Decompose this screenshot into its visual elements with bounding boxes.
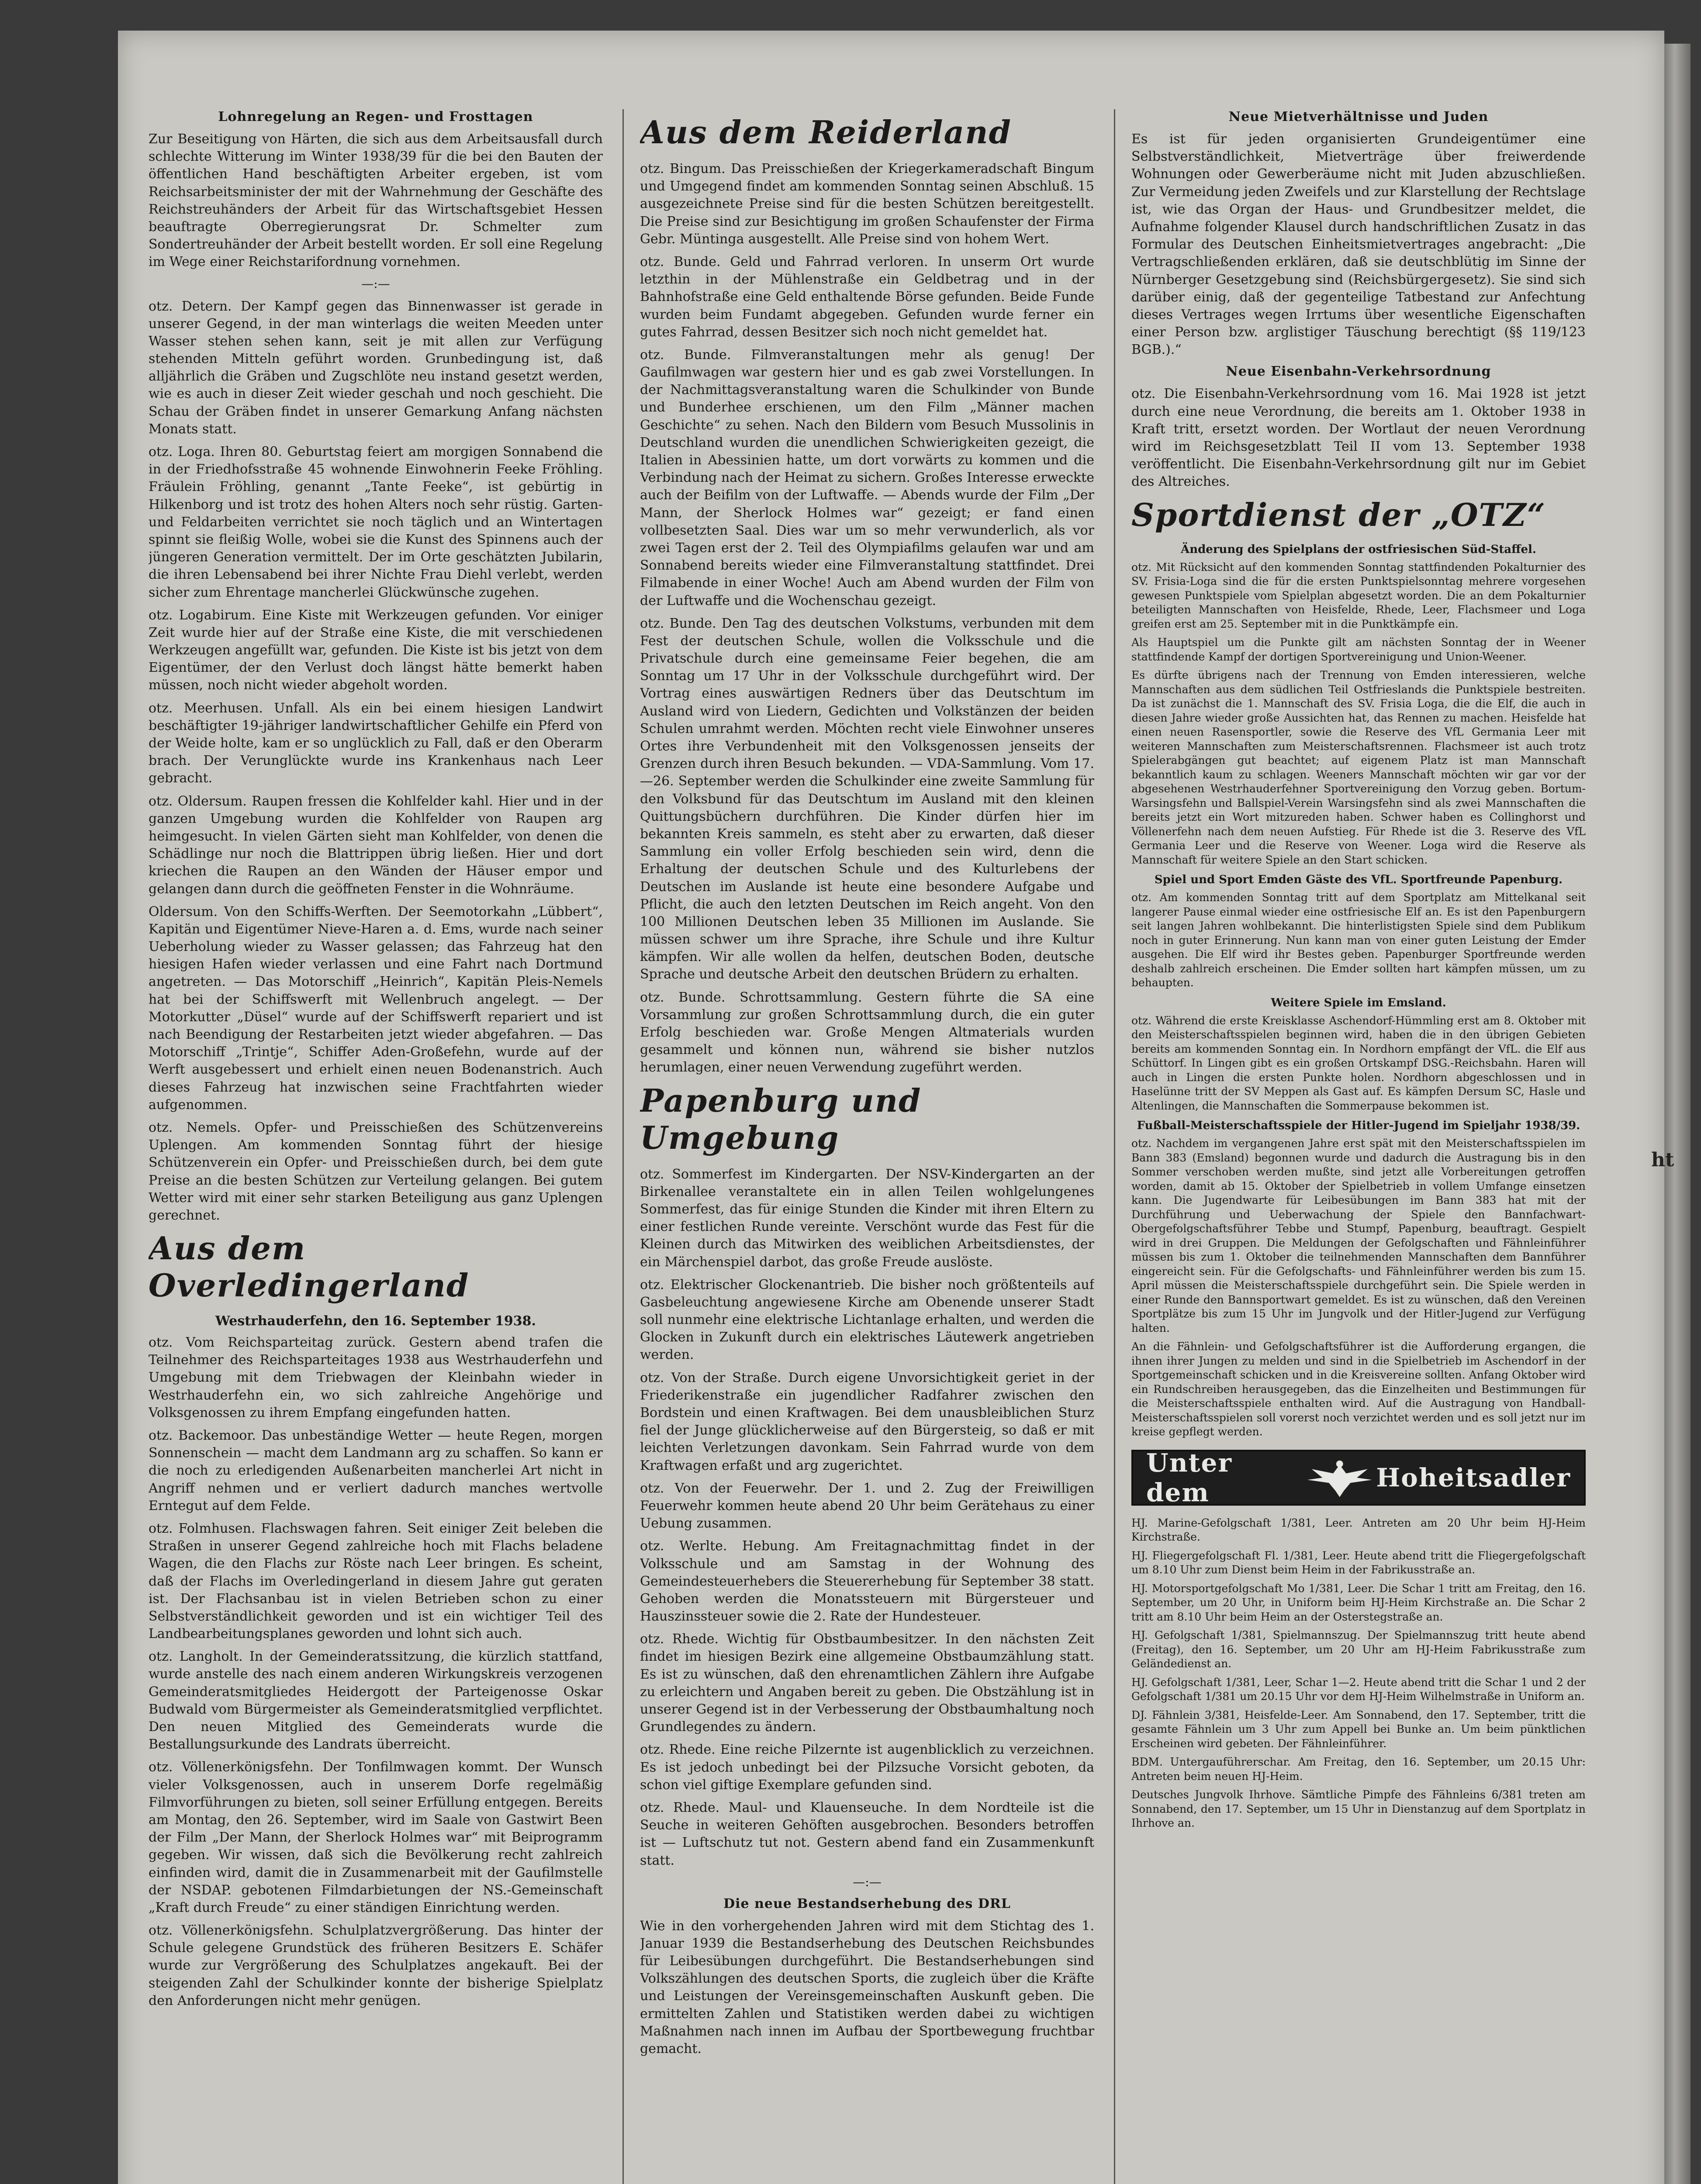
notice-paragraph: HJ. Marine-Gefolgschaft 1/381, Leer. Antreten am 20 Uhr beim HJ-Heim Kirchstraße. (1131, 1516, 1586, 1544)
article-paragraph: Es dürfte übrigens nach der Trennung von Emden interessieren, welche Mannschaften aus dem südlichen Teil Ostfrieslands die Punktspiele bestreiten. Da ist zunächst die 1. Mannschaft des SV. Frisia Loga, die die Elf, die auch in diesen Jahre wieder große Aussichten hat, das Rennen zu machen. Heisfelde hat einen neuen Rasensportler, sowie die Reserve des VfL Germania Leer mit weiteren Mannschaften zum Meisterschaftsrennen. Flachsmeer ist auch trotz Spielerabgängen gut beachtet; auf eigenem Platz ist man Mannschaft bekanntlich kaum zu schlagen. Weeners Mannschaft möchten wir gar vor der abgesehenen Westrhauderfehner Sportvereinigung den Vorzug geben. Bortum-Warsingsfehn und Ballspiel-Verein Warsingsfehn sind als zwei Mannschaften die bereits jetzt ein Wort mitzureden haben. Schwer haben es Collinghorst und Völlenerfehn nach dem neuen Aufstieg. Für Rhede ist die 3. Reserve des VfL Germania Leer und die Reserve von Weener. Loga wird die Reserve als Mannschaft für weitere Spiele an den Start schicken. (1131, 669, 1586, 866)
article-paragraph: otz. Bunde. Filmveranstaltungen mehr als genug! Der Gaufilmwagen war gestern hier und es gab zwei Vorstellungen. In der Nachmittagsveranstaltung waren die Schulkinder von Bunde und Bunderhee erschienen, um den Film „Männer machen Geschichte“ zu sehen. Nach den Bildern vom Besuch Mussolinis in Deutschland wurden die unendlichen Schwierigkeiten gezeigt, die Italien in Abessinien hatte, um dort vorwärts zu kommen und die Verbindung nach der Heimat zu sichern. Großes Interesse erweckte auch der Beifilm von der Luftwaffe. — Abends wurde der Film „Der Mann, der Sherlock Holmes war“ gezeigt; er fand einen vollbesetzten Saal. Dies war um so mehr verwunderlich, als vor zwei Tagen erst der 2. Teil des Olympiafilms gelaufen war und am Sonnabend bereits wieder eine Filmveranstaltung stattfindet. Drei Filmabende in einer Woche! Auch am Abend wurden der Film von der Luftwaffe und die Wochenschau gezeigt. (640, 347, 1094, 608)
article-heading: Die neue Bestandserhebung des DRL (723, 1896, 1011, 1911)
article-paragraph: Zur Beseitigung von Härten, die sich aus dem Arbeitsausfall durch schlechte Witterung im Winter 1938/39 für die bei den Bauten der öffentlichen Hand beschäftigten Arbeiter ergeben, ist vom Reichsarbeitsminister der mit der Wahrnehmung der Geschäfte des Reichstreuhänders der Arbeit für das Wirtschaftsgebiet Hessen beauftragte Oberregierungsrat Dr. Schmelter zum Sondertreuhänder der Arbeit bestellt worden. Er soll eine Regelung im Wege einer Reichstarifordnung vornehmen. (149, 131, 603, 270)
article-heading: Neue Eisenbahn-Verkehrsordnung (1226, 364, 1491, 380)
column-1 (149, 109, 603, 2184)
article-paragraph: otz. Während die erste Kreisklasse Aschendorf-Hümmling erst am 8. Oktober mit den Meisterschaftsspielen beginnen wird, haben die in den übrigen Gebieten bereits am kommenden Sonntag ein. In Nordhorn empfängt der VfL. die Elf aus Schüttorf. In Lingen gibt es ein großen Ortskampf DSG.-Reichsbahn. Haren will auch in Lingen die ersten Punkte holen. Nordhorn abgeschlossen und in Haselünne tritt der SV Meppen als Gast auf. Es kämpfen Dersum SC, Hasle und Altenlingen, die Mannschaften die Sommerpause bekommen ist. (1131, 1014, 1586, 1112)
eagle-icon (1303, 1456, 1376, 1500)
separator: —:— (361, 276, 390, 291)
article-paragraph: An die Fähnlein- und Gefolgschaftsführer ist die Aufforderung ergangen, die ihnen ihrer Jungen zu melden und sind in die Spielbetrieb im Aschendorf in der Sportgemeinschaft schicken und in die Kreisvereine sollten. Anfang Oktober wird ein Rundschreiben herausgegeben, das die Einzelheiten und Bestimmungen für die Meisterschaftsspiele enthalten wird. Auf die Austragung von Handball-Meisterschaftsspielen soll vorerst noch verzichtet werden und es soll jetzt nur im kreise gepflegt werden. (1131, 1340, 1586, 1438)
notice-paragraph: Deutsches Jungvolk Ihrhove. Sämtliche Pimpfe des Fähnleins 6/381 treten am Sonnabend, den 17. September, um 15 Uhr in Dienstanzug auf dem Sportplatz in Ihrhove an. (1131, 1788, 1586, 1830)
banner-title-right: Hoheitsadler (1376, 1462, 1571, 1493)
article-paragraph: otz. Vom Reichsparteitag zurück. Gestern abend trafen die Teilnehmer des Reichsparteitages 1938 aus Westrhauderfehn und Umgebung mit dem Triebwagen der Kleinbahn wieder in Westrhauderfehn ein, wo sich zahlreiche Angehörige und Volksgenossen zu ihrem Empfang eingefunden hatten. (149, 1335, 603, 1420)
article-paragraph: otz. Logabirum. Eine Kiste mit Werkzeugen gefunden. Vor einiger Zeit wurde hier auf der Straße eine Kiste, die mit verschiedenen Werkzeugen angefüllt war, gefunden. Die Kiste ist bis jetzt von dem Eigentümer, der den Verlust doch längst hätte bemerkt haben müssen, noch nicht wieder abgeholt worden. (149, 607, 603, 693)
article-paragraph: otz. Langholt. In der Gemeinderatssitzung, die kürzlich stattfand, wurde anstelle des nach einem anderen Wirkungskreis verzogenen Gemeinderatsmitgliedes Heidergott der Parteigenosse Oskar Budwald vom Bürgermeister als Gemeinderatsmitglied verpflichtet. Den neuen Mitglied des Gemeinderats wurde die Bestallungsurkunde des Landrats überreicht. (149, 1649, 603, 1752)
section-heading: Aus dem Reiderland (640, 114, 1012, 151)
article-heading: Lohnregelung an Regen- und Frosttagen (218, 109, 533, 124)
article-paragraph: otz. Meerhusen. Unfall. Als ein bei einem hiesigen Landwirt beschäftigter 19-jähriger landwirtschaftlicher Gehilfe ein Pferd von der Weide holte, kam er so unglücklich zu Fall, daß er den Oberarm brach. Der Verunglückte wurde ins Krankenhaus nach Leer gebracht. (149, 700, 603, 786)
notice-paragraph: DJ. Fähnlein 3/381, Heisfelde-Leer. Am Sonnabend, den 17. September, tritt die gesamte Fähnlein um 3 Uhr zum Appell bei Bunke an. Um beim pünktlichen Erscheinen wird gebeten. Der Fähnleinführer. (1131, 1708, 1586, 1750)
article-paragraph: otz. Von der Feuerwehr. Der 1. und 2. Zug der Freiwilligen Feuerwehr kommen heute abend 20 Uhr beim Gerätehaus zu einer Uebung zusammen. (640, 1480, 1094, 1531)
article-paragraph: otz. Von der Straße. Durch eigene Unvorsichtigkeit geriet in der Friederikenstraße ein jugendlicher Radfahrer zwischen den Bordstein und einen Kraftwagen. Bei dem unausbleiblichen Sturz fiel der Junge glücklicherweise auf den Bürgersteig, so daß er mit leichten Verletzungen davonkam. Sein Fahrrad wurde von dem Kraftwagen erfaßt und arg zugerichtet. (640, 1370, 1094, 1473)
article-paragraph: Es ist für jeden organisierten Grundeigentümer eine Selbstverständlichkeit, Mietverträge über freiwerdende Wohnungen oder Gewerberäume nicht mit Juden abzuschließen. Zur Vermeidung jeden Zweifels und zur Klarstellung der Rechtslage ist, wie das Organ der Haus- und Grundbesitzer meldet, die Aufnahme folgender Klausel durch handschriftlichen Zusatz in das Formular des Deutschen Einheitsmietvertrages angebracht: „Die Vertragschließenden erklären, daß sie deutschblütig im Sinne der Nürnberger Gesetzgebung sind (Reichsbürgergesetz). Sie sind sich darüber einig, daß der gegenteilige Tatbestand zur Anfechtung dieses Vertrages wegen Irrtums über wesentliche Eigenschaften einer Person bzw. arglistiger Täuschung berechtigt (§§ 119/123 BGB.).“ (1131, 131, 1586, 358)
article-paragraph: otz. Backemoor. Das unbeständige Wetter — heute Regen, morgen Sonnenschein — macht dem Landmann arg zu schaffen. So kann er die noch zu erledigenden Außenarbeiten mancherlei Art nicht in Angriff nehmen und er verliert dadurch manches wertvolle Erntegut auf dem Felde. (149, 1428, 603, 1514)
article-paragraph: otz. Oldersum. Raupen fressen die Kohlfelder kahl. Hier und in der ganzen Umgebung wurden die Kohlfelder von Raupen arg heimgesucht. In vielen Gärten sieht man Kohlfelder, von denen die Schädlinge nur noch die Blattrippen übrig ließen. Hier und dort kriechen die Raupen an den Wänden der Häuser empor und gelangen dann durch die geöffneten Fenster in die Wohnräume. (149, 793, 603, 897)
article-paragraph: otz. Bunde. Den Tag des deutschen Volkstums, verbunden mit dem Fest der deutschen Schule, wollen die Volksschule und die Privatschule durch eine gemeinsame Feier begehen, die am Sonntag um 17 Uhr in der Volksschule durchgeführt wird. Der Vortrag eines auswärtigen Redners über das Deutschtum im Ausland wird von Liedern, Gedichten und Volkstänzen der beiden Schulen umrahmt werden. Möchten recht viele Einwohner unseres Ortes ihre Verbundenheit mit den Volksgenossen jenseits der Grenzen durch ihren Besuch bekunden. — VDA-Sammlung. Vom 17.—26. September werden die Schulkinder eine zweite Sammlung für den Volksbund für das Deutschtum im Ausland mit den kleinen Quittungsbüchern durchführen. Die Kinder dürfen hier im bekannten Kreis sammeln, es steht aber zu erwarten, daß dieser Sammlung ein voller Erfolg beschieden sein wird, denn die Erhaltung der deutschen Schule und des Kulturlebens der Deutschen im Auslande ist heute eine besondere Aufgabe und Pflicht, die auch den letzten Deutschen im Reich angeht. Von den 100 Millionen Deutschen leben 35 Millionen im Auslande. Sie müssen schwer um ihre Sprache, ihre Schule und ihre Kultur kämpfen. Wir alle wollen da helfen, deutschen Boden, deutsche Sprache und deutsche Arbeit den deutschen Brüdern zu erhalten. (640, 615, 1094, 982)
article-paragraph: otz. Rhede. Eine reiche Pilzernte ist augenblicklich zu verzeichnen. Es ist jedoch unbedingt bei der Pilzsuche Vorsicht geboten, da schon viel giftige Exemplare gefunden sind. (640, 1742, 1094, 1793)
margin-fragment: ht (1651, 1149, 1674, 1171)
article-paragraph: otz. Völlenerkönigsfehn. Der Tonfilmwagen kommt. Der Wunsch vieler Volksgenossen, auch in unserem Dorfe regelmäßig Filmvorführungen zu bieten, soll seiner Erfüllung entgegen. Bereits am Montag, den 26. September, wird im Saale von Gastwirt Been der Film „Der Mann, der Sherlock Holmes war“ mit Beiprogramm gegeben. Wir wissen, daß sich die Bevölkerung recht zahlreich einfinden wird, damit die in Zusammenarbeit mit der Gaufilmstelle der NSDAP. gebotenen Filmdarbietungen der NS.-Gemeinschaft „Kraft durch Freude“ zu einer ständigen Einrichtung werden. (149, 1759, 603, 1915)
sub-heading: Fußball-Meisterschaftsspiele der Hitler-Jugend im Spieljahr 1938/39. (1137, 1119, 1580, 1133)
article-paragraph: otz. Elektrischer Glockenantrieb. Die bisher noch größtenteils auf Gasbeleuchtung angewiesene Kirche am Obenende unserer Stadt soll nunmehr eine elektrische Lichtanlage erhalten, und werden die Glocken in Zukunft durch ein elektrisches Läutewerk angetrieben werden. (640, 1277, 1094, 1363)
article-paragraph: otz. Mit Rücksicht auf den kommenden Sonntag stattfindenden Pokalturnier des SV. Frisia-Loga sind die für die ersten Punktspielsonntag mehrere vorgesehen gewesen Punktspiele vom Spielplan abgesetzt worden. Die an dem Pokalturnier beteiligten Mannschaften von Heisfelde, Rhede, Leer, Flachsmeer und Loga greifen erst am 25. September mit in die Punktkämpfe ein. (1131, 560, 1586, 630)
article-paragraph: otz. Bingum. Das Preisschießen der Kriegerkameradschaft Bingum und Umgegend findet am kommenden Sonntag seinen Abschluß. 15 ausgezeichnete Preise sind für die besten Schützen bereitgestellt. Die Preise sind zur Besichtigung im großen Schaufenster der Firma Gebr. Müntinga ausgestellt. Alle Preise sind von hohem Wert. (640, 161, 1094, 247)
separator: —:— (853, 1874, 882, 1889)
sub-heading: Weitere Spiele im Emsland. (1271, 996, 1446, 1009)
article-paragraph: otz. Folmhusen. Flachswagen fahren. Seit einiger Zeit beleben die Straßen in unserer Gegend zahlreiche hoch mit Flachs beladene Wagen, die den Flachs zur Röste nach Leer bringen. Es scheint, daß der Flachs im Overledingerland in diesem Jahre gut geraten ist. Der Flachsanbau ist in vielen Betrieben schon zu einer Selbstverständlichkeit geworden und ist ein wichtiger Teil des Landbearbeitungsplanes geworden und lohnt sich auch. (149, 1521, 603, 1642)
section-heading: Sportdienst der „OTZ“ (1131, 496, 1546, 533)
section-heading: Aus dem Overledingerland (149, 1230, 470, 1304)
section-heading: Papenburg und Umgebung (640, 1082, 922, 1156)
article-paragraph: otz. Loga. Ihren 80. Geburtstag feiert am morgigen Sonnabend die in der Friedhofsstraße 45 wohnende Einwohnerin Feeke Fröhling. Fräulein Fröhling, genannt „Tante Feeke“, ist gebürtig in Hilkenborg und ist trotz des hohen Alters noch sehr rüstig. Garten- und Feldarbeiten verrichtet sie noch täglich und an Wintertagen spinnt sie fleißig Wolle, wobei sie die Kunst des Spinnens auch der jüngeren Generation vermittelt. Der im Orte geschätzten Jubilarin, die ihren Lebensabend bei ihrer Nichte Frau Diehl verlebt, werden sicher zum Ehrentage mancherlei Glückwünsche zugehen. (149, 444, 603, 600)
hoheitsadler-banner (1131, 1450, 1586, 1506)
notice-paragraph: HJ. Fliegergefolgschaft Fl. 1/381, Leer. Heute abend tritt die Fliegergefolgschaft um 8.10 Uhr zum Dienst beim Heim in der Fabrikusstraße an. (1131, 1549, 1586, 1576)
notice-paragraph: HJ. Motorsportgefolgschaft Mo 1/381, Leer. Die Schar 1 tritt am Freitag, den 16. September, um 20 Uhr, in Uniform beim HJ-Heim Kirchstraße an. Die Schar 2 tritt am 8.10 Uhr beim Heim an der Osterstegstraße an. (1131, 1582, 1586, 1623)
article-paragraph: Als Hauptspiel um die Punkte gilt am nächsten Sonntag der in Weener stattfindende Kampf der dortigen Sportvereinigung und Union-Weener. (1131, 636, 1586, 663)
article-paragraph: otz. Rhede. Maul- und Klauenseuche. In dem Nordteile ist die Seuche in weiteren Gehöften ausgebrochen. Besonders betroffen ist — Luftschutz tut not. Gestern abend fand ein Zusammenkunft statt. (640, 1800, 1094, 1868)
article-paragraph: otz. Nachdem im vergangenen Jahre erst spät mit den Meisterschaftsspielen im Bann 383 (Emsland) begonnen wurde und dadurch die Austragung bis in den Sommer verschoben werden mußte, sind jetzt alle Vorbereitungen getroffen worden, damit ab 15. Oktober der Spielbetrieb in vollem Umfange einsetzen kann. Die Jugendwarte für Leibesübungen im Bann 383 hat mit der Durchführung und Ueberwachung der Spiele den Bannfachwart-Obergefolgschaftsführer Tebbe und Stumpf, Papenburg, beauftragt. Gespielt wird in drei Gruppen. Die Meldungen der Gefolgschaften und Fähnleinführer müssen bis zum 1. Oktober die teilnehmenden Mannschaften dem Bannführer eingereicht sein. Für die Gefolgschafts- und Fähnleinführer werden bis zum 15. April müssen die Meisterschaftsspiele durchgeführt sein. Die Spiele werden in einer Runde den Bannsportwart gemeldet. Es ist zu wünschen, daß den Vereinen Sportplätze bis zum 15 Uhr im Jungvolk und der Hitler-Jugend zur Verfügung halten. (1131, 1137, 1586, 1334)
column-rule (622, 109, 624, 2184)
sub-heading: Änderung des Spielplans der ostfriesischen Süd-Staffel. (1181, 543, 1536, 556)
article-paragraph: otz. Bunde. Geld und Fahrrad verloren. In unserm Ort wurde letzthin in der Mühlenstraße ein Geldbetrag und in der Bahnhofstraße eine Geld enthaltende Börse gefunden. Beide Funde wurden beim Fundamt abgegeben. Gefunden wurde ferner ein gutes Fahrrad, dessen Besitzer sich noch nicht gemeldet hat. (640, 254, 1094, 340)
article-paragraph: otz. Sommerfest im Kindergarten. Der NSV-Kindergarten an der Birkenallee veranstaltete ein in allen Teilen wohlgelungenes Sommerfest, das für einige Stunden die Kinder mit ihren Eltern zu einer festlichen Runde vereinte. Verschönt wurde das Fest für die Kleinen durch das Mitwirken des weiblichen Arbeitsdienstes, der ein Märchenspiel darbot, das große Freude auslöste. (640, 1166, 1094, 1270)
article-paragraph: otz. Bunde. Schrottsammlung. Gestern führte die SA eine Vorsammlung zur großen Schrottsammlung durch, die ein guter Erfolg beschieden war. Große Mengen Altmaterials wurden gesammelt und können nun, während sie bisher nutzlos herumlagen, einer neuen Verwendung zugeführt werden. (640, 989, 1094, 1075)
article-heading: Neue Mietverhältnisse und Juden (1228, 109, 1489, 124)
article-paragraph: Oldersum. Von den Schiffs-Werften. Der Seemotorkahn „Lübbert“, Kapitän und Eigentümer Nieve-Haren a. d. Ems, wurde nach seiner Ueberholung wieder zu Wasser gelassen; das Fahrzeug hat den hiesigen Hafen wieder verlassen und eine Fahrt nach Dortmund angetreten. — Das Motorschiff „Heinrich“, Kapitän Pleis-Nemels hat bei der Schiffswerft mit Wellenbruch angelegt. — Der Motorkutter „Düsel“ wurde auf der Schiffswerft repariert und ist nach Beendigung der Restarbeiten jetzt wieder abgefahren. — Das Motorschiff „Trintje“, Schiffer Aden-Großefehn, wurde auf der Werft ausgebessert und erhielt einen neuen Bodenanstrich. Auch dieses Fahrzeug hat inzwischen seine Frachtfahrten wieder aufgenommen. (149, 904, 603, 1113)
article-paragraph: Wie in den vorhergehenden Jahren wird mit dem Stichtag des 1. Januar 1939 die Bestandserhebung des Deutschen Reichsbundes für Leibesübungen durchgeführt. Die Bestandserhebungen sind Volkszählungen des deutschen Sports, die zugleich über die Kräfte und Leistungen der Vereinsgemeinschaften Auskunft geben. Die ermittelten Zahlen und Statistiken werden dabei zu wichtigen Maßnahmen nach innen im Aufbau der Sportbewegung fruchtbar gemacht. (640, 1918, 1094, 2056)
article-paragraph: otz. Werlte. Hebung. Am Freitagnachmittag findet in der Volksschule und am Samstag in der Wohnung des Gemeindesteuerhebers die Steuererhebung für September 38 statt. Gehoben werden die Monatssteuern mit Bürgersteuer und Hauszinssteuer sowie die 2. Rate der Hundesteuer. (640, 1538, 1094, 1624)
sub-heading: Spiel und Sport Emden Gäste des VfL. Sportfreunde Papenburg. (1154, 873, 1563, 887)
article-paragraph: otz. Die Eisenbahn-Verkehrsordnung vom 16. Mai 1928 ist jetzt durch eine neue Verordnung, die bereits am 1. Oktober 1938 in Kraft tritt, ersetzt worden. Der Wortlaut der neuen Verordnung wird im Reichsgesetzblatt Teil II vom 13. September 1938 veröffentlicht. Die Eisenbahn-Verkehrsordnung gilt nur im Gebiet des Altreiches. (1131, 386, 1586, 490)
notice-paragraph: HJ. Gefolgschaft 1/381, Leer, Schar 1—2. Heute abend tritt die Schar 1 und 2 der Gefolgschaft 1/381 um 20.15 Uhr vor dem HJ-Heim Wilhelmstraße in Uniform an. (1131, 1676, 1586, 1703)
next-page-edge (1664, 44, 1691, 2184)
article-paragraph: otz. Nemels. Opfer- und Preisschießen des Schützenvereins Uplengen. Am kommenden Sonntag führt der hiesige Schützenverein ein Opfer- und Preisschießen durch, bei dem gute Preise an die besten Schützen zur Verteilung gelangen. Bei gutem Wetter wird mit einer sehr starken Beteiligung aus ganz Uplengen gerechnet. (149, 1120, 603, 1223)
column-rule (1114, 109, 1115, 2184)
dateline: Westrhauderfehn, den 16. September 1938. (215, 1313, 536, 1329)
column-3 (1131, 109, 1586, 2184)
article-paragraph: otz. Am kommenden Sonntag tritt auf dem Sportplatz am Mittelkanal seit langerer Pause einmal wieder eine ostfriesische Elf an. Es ist den Papenburgern seit langen Jahren wohlbekannt. Die hinterlistigsten Spiele sind dem Publikum noch in guter Erinnerung. Nun kann man von einer guten Leistung der Emder ausgehen. Die Elf wird ihr Bestes geben. Papenburger Sportfreunde werden deshalb zahlreich erscheinen. Die Emder sollten hart kämpfen müssen, um zu behaupten. (1131, 891, 1586, 989)
banner-title-left: Unter dem (1146, 1448, 1232, 1507)
article-paragraph: otz. Völlenerkönigsfehn. Schulplatzvergrößerung. Das hinter der Schule gelegene Grundstück des früheren Besitzers E. Schäfer wurde zur Vergrößerung des Schulplatzes angekauft. Bei der steigenden Zahl der Schulkinder konnte der bisherige Spielplatz den Anforderungen nicht mehr genügen. (149, 1923, 603, 2008)
column-2 (640, 109, 1094, 2184)
notice-paragraph: HJ. Gefolgschaft 1/381, Spielmannszug. Der Spielmannszug tritt heute abend (Freitag), den 16. September, um 20 Uhr am HJ-Heim Fabrikusstraße zum Geländedienst an. (1131, 1629, 1586, 1670)
notice-paragraph: BDM. Untergauführerschar. Am Freitag, den 16. September, um 20.15 Uhr: Antreten beim neuen HJ-Heim. (1131, 1755, 1586, 1783)
article-paragraph: otz. Detern. Der Kampf gegen das Binnenwasser ist gerade in unserer Gegend, in der man winterlags die weiten Meeden unter Wasser stehen sehen kann, seit je mit allen zur Verfügung stehenden Mitteln geführt worden. Grunbedingung ist, daß alljährlich die Gräben und Zugschlöte neu instand gesetzt werden, wie es auch in dieser Zeit wieder geschah und noch geschieht. Die Schau der Gräben findet in unserer Gemarkung Anfang nächsten Monats statt. (149, 298, 603, 437)
article-paragraph: otz. Rhede. Wichtig für Obstbaumbesitzer. In den nächsten Zeit findet im hiesigen Bezirk eine allgemeine Obstbaumzählung statt. Es ist zu wünschen, daß den ehrenamtlichen Zählern ihre Aufgabe zu erleichtern und Angaben bereit zu geben. Die Obstzählung ist in unserer Gegend ist in der Verbesserung der Obstbaumhaltung noch Grundlegendes zu ändern. (640, 1631, 1094, 1735)
